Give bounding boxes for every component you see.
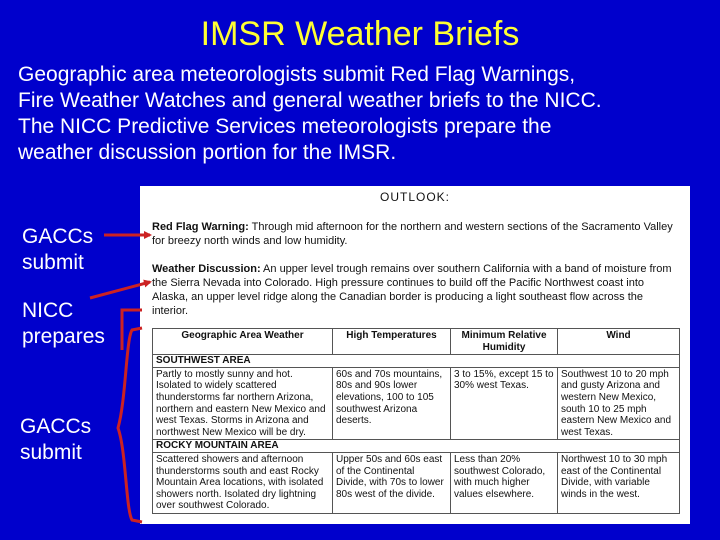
intro-line: Geographic area meteorologists submit Red Flag Warnings, — [18, 63, 576, 86]
header-temps: High Temperatures — [333, 329, 451, 355]
discussion-text: An upper level trough remains over southern California with a band of moisture from the Sierra Nevada into Colorado. High pressure continues to build off the Pacific Northwest coast into Alaska, an upper level ridge along the Canadian border is producing a light southeast flow across the interior. — [152, 263, 672, 317]
cell-weather: Scattered showers and afternoon thunderstorms south and east Rocky Mountain Area locations, with isolated showers north. Isolated dry lightning over southwest Colorado. — [153, 452, 333, 513]
region-name: ROCKY MOUNTAIN AREA — [153, 440, 680, 453]
region-name: SOUTHWEST AREA — [153, 355, 680, 368]
intro-line: Fire Weather Watches and general weather briefs to the NICC. — [18, 89, 602, 112]
cell-temps: 60s and 70s mountains, 80s and 90s lower elevations, 100 to 105 southwest Arizona deserts. — [333, 367, 451, 440]
discussion-label: Weather Discussion: — [152, 263, 261, 275]
label-line: NICC — [22, 299, 74, 322]
cell-humidity: 3 to 15%, except 15 to 30% west Texas. — [451, 367, 558, 440]
cell-wind: Southwest 10 to 20 mph and gusty Arizona and western New Mexico, south 10 to 25 mph eastern New Mexico and west Texas. — [558, 367, 680, 440]
label-line: submit — [20, 441, 82, 464]
cell-weather: Partly to mostly sunny and hot. Isolated to widely scattered thunderstorms far northern Arizona, northern and eastern New Mexico and west Texas. Storms in Arizona and northwest New Mexico will be dry. — [153, 367, 333, 440]
slide-title: IMSR Weather Briefs — [200, 15, 520, 53]
red-flag-text: Through mid afternoon for the northern and western sections of the Sacramento Valley for breezy north winds and low humidity. — [152, 221, 673, 247]
header-weather: Geographic Area Weather — [153, 329, 333, 355]
cell-temps: Upper 50s and 60s east of the Continental Divide, with 70s to lower 80s west of the divide. — [333, 452, 451, 513]
label-line: GACCs — [20, 415, 92, 438]
cell-wind: Northwest 10 to 30 mph east of the Continental Divide, with variable winds in the west. — [558, 452, 680, 513]
bracket-gaccs-to-table — [118, 328, 142, 522]
label-line: GACCs — [22, 225, 94, 248]
label-line: prepares — [22, 325, 105, 348]
outlook-heading: OUTLOOK: — [379, 190, 450, 204]
intro-line: weather discussion portion for the IMSR. — [18, 141, 397, 164]
intro-line: The NICC Predictive Services meteorologists prepare the — [18, 115, 552, 138]
header-wind: Wind — [558, 329, 680, 355]
header-humidity: Minimum Relative Humidity — [451, 329, 558, 355]
label-line: submit — [22, 251, 84, 274]
arrow-nicc-to-discussion — [90, 282, 150, 298]
red-flag-label: Red Flag Warning: — [152, 221, 249, 233]
cell-humidity: Less than 20% southwest Colorado, with much higher values elsewhere. — [451, 452, 558, 513]
